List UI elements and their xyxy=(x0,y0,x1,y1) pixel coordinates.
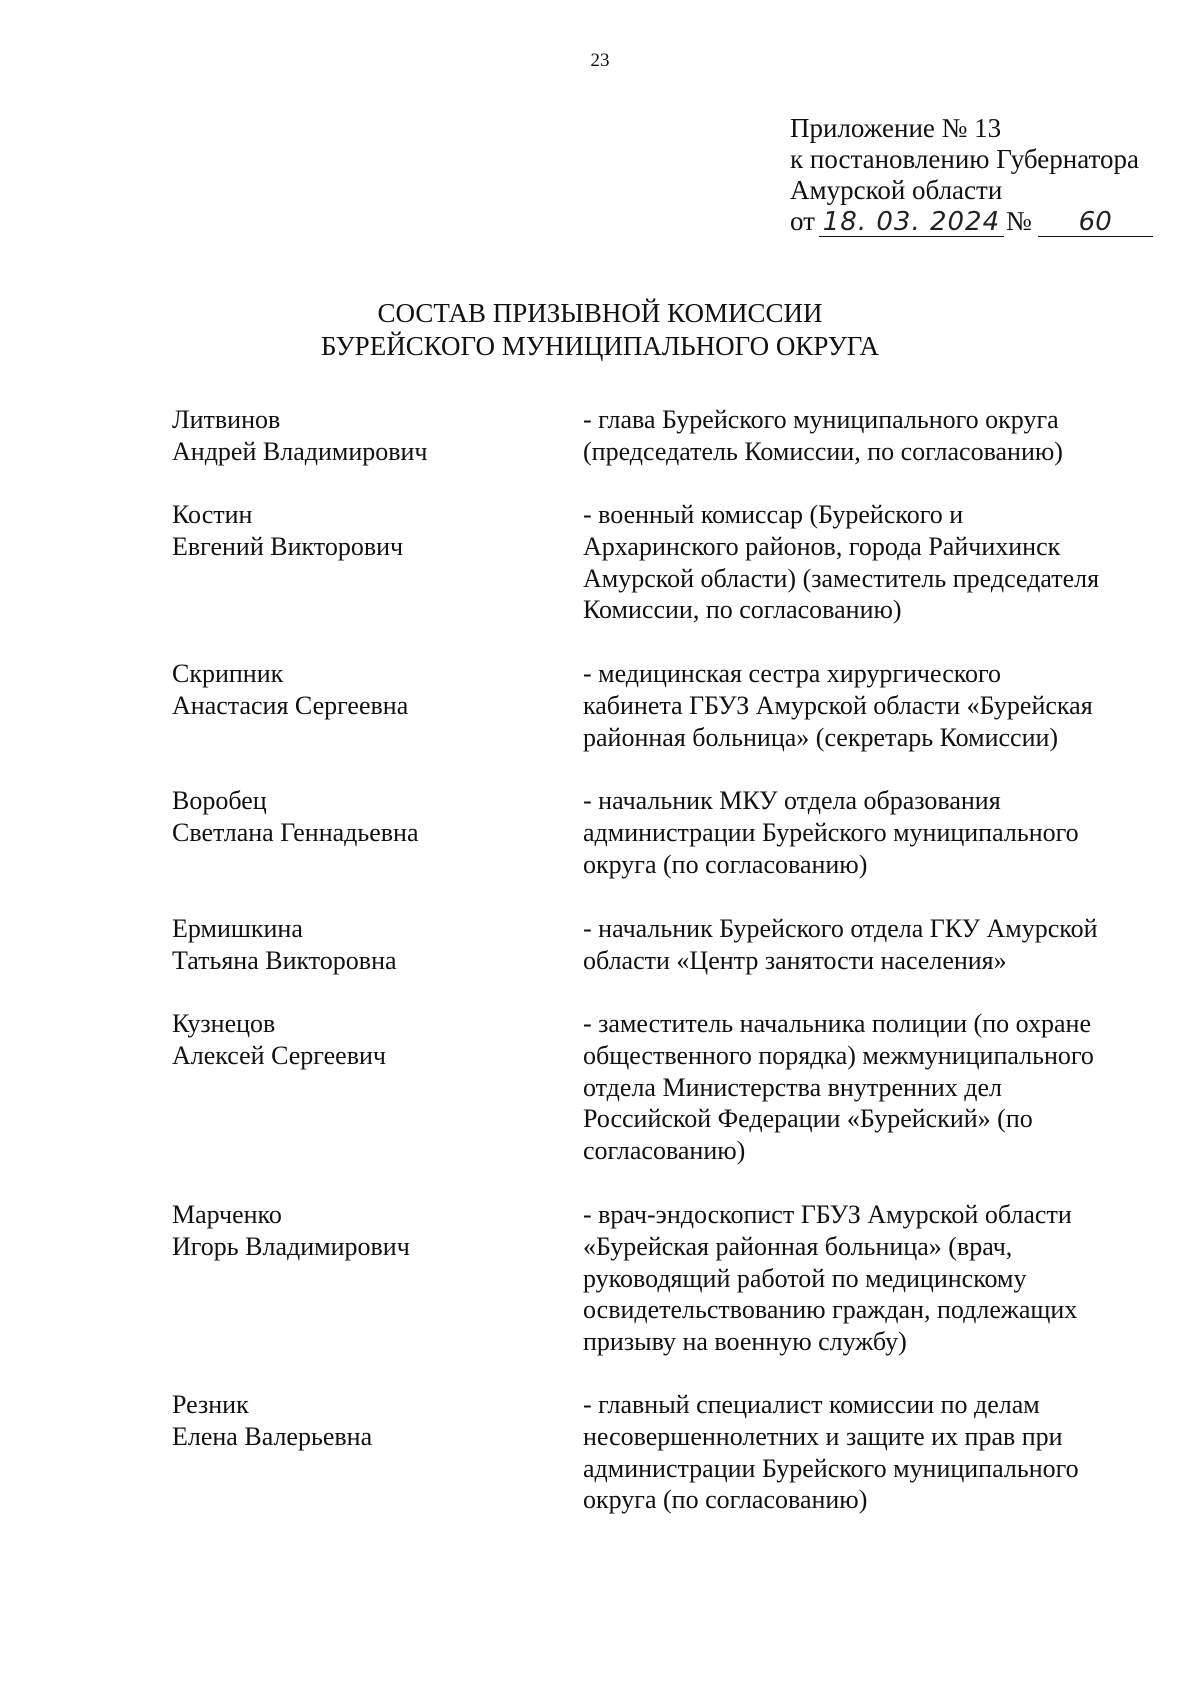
member-role: - военный комиссар (Бурейского и Архаринского районов, города Райчихинск Амурской области) (заместитель председателя Комиссии, по согласованию) xyxy=(583,500,1100,625)
document-title xyxy=(0,297,1200,363)
title-line-2: БУРЕЙСКОГО МУНИЦИПАЛЬНОГО ОКРУГА xyxy=(321,331,879,361)
member-given-names: Анастасия Сергеевна xyxy=(172,690,409,720)
member-name xyxy=(172,658,552,722)
member-name xyxy=(172,1199,552,1263)
member-surname: Кузнецов xyxy=(172,1009,276,1038)
member-name xyxy=(172,499,552,563)
handwritten-number: 60 xyxy=(1038,208,1153,237)
member-role: - начальник Бурейского отдела ГКУ Амурской области «Центр занятости населения» xyxy=(583,914,1098,975)
appendix-header xyxy=(790,113,1180,237)
member-given-names: Светлана Геннадьевна xyxy=(172,817,419,847)
member-role: - заместитель начальника полиции (по охране общественного порядка) межмуниципального отдела Министерства внутренних дел Российской Федерации «Бурейский» (по согласованию) xyxy=(583,1009,1094,1166)
member-surname: Ермишкина xyxy=(172,914,303,943)
member-given-names: Алексей Сергеевич xyxy=(172,1040,386,1070)
member-role: - глава Бурейского муниципального округа (председатель Комиссии, по согласованию) xyxy=(583,405,1063,466)
member-given-names: Игорь Владимирович xyxy=(172,1231,410,1261)
appendix-date-line xyxy=(790,206,1180,237)
appendix-from-prefix: от xyxy=(790,206,815,236)
member-role: - начальник МКУ отдела образования администрации Бурейского муниципального округа (по согласованию) xyxy=(583,786,1079,879)
member-surname: Марченко xyxy=(172,1200,282,1229)
member-given-names: Татьяна Викторовна xyxy=(172,945,397,975)
member-given-names: Андрей Владимирович xyxy=(172,436,428,466)
member-name xyxy=(172,785,552,849)
page-number: 23 xyxy=(590,50,610,71)
member-surname: Резник xyxy=(172,1390,249,1419)
member-name xyxy=(172,913,552,977)
handwritten-date: 18. 03. 2024 xyxy=(819,208,1004,237)
appendix-reference: к постановлению Губернатора xyxy=(790,144,1139,174)
member-given-names: Евгений Викторович xyxy=(172,531,404,561)
member-role: - медицинская сестра хирургического кабинета ГБУЗ Амурской области «Бурейская районная больница» (секретарь Комиссии) xyxy=(583,659,1093,752)
title-line-1: СОСТАВ ПРИЗЫВНОЙ КОМИССИИ xyxy=(377,298,823,328)
member-given-names: Елена Валерьевна xyxy=(172,1421,373,1451)
member-name xyxy=(172,1389,552,1453)
member-name xyxy=(172,404,552,468)
member-surname: Костин xyxy=(172,500,253,529)
member-surname: Скрипник xyxy=(172,659,284,688)
appendix-region: Амурской области xyxy=(790,175,1003,205)
appendix-number: Приложение № 13 xyxy=(790,113,1002,143)
member-role: - врач-эндоскопист ГБУЗ Амурской области «Бурейская районная больница» (врач, руководящий работой по медицинскому освидетельствованию граждан, подлежащих призыву на военную службу) xyxy=(583,1200,1078,1357)
member-surname: Воробец xyxy=(172,786,267,815)
number-sign: № xyxy=(1005,206,1032,236)
member-name xyxy=(172,1008,552,1072)
member-role: - главный специалист комиссии по делам несовершеннолетних и защите их прав при администрации Бурейского муниципального округа (по согласованию) xyxy=(583,1390,1079,1515)
member-surname: Литвинов xyxy=(172,405,281,434)
